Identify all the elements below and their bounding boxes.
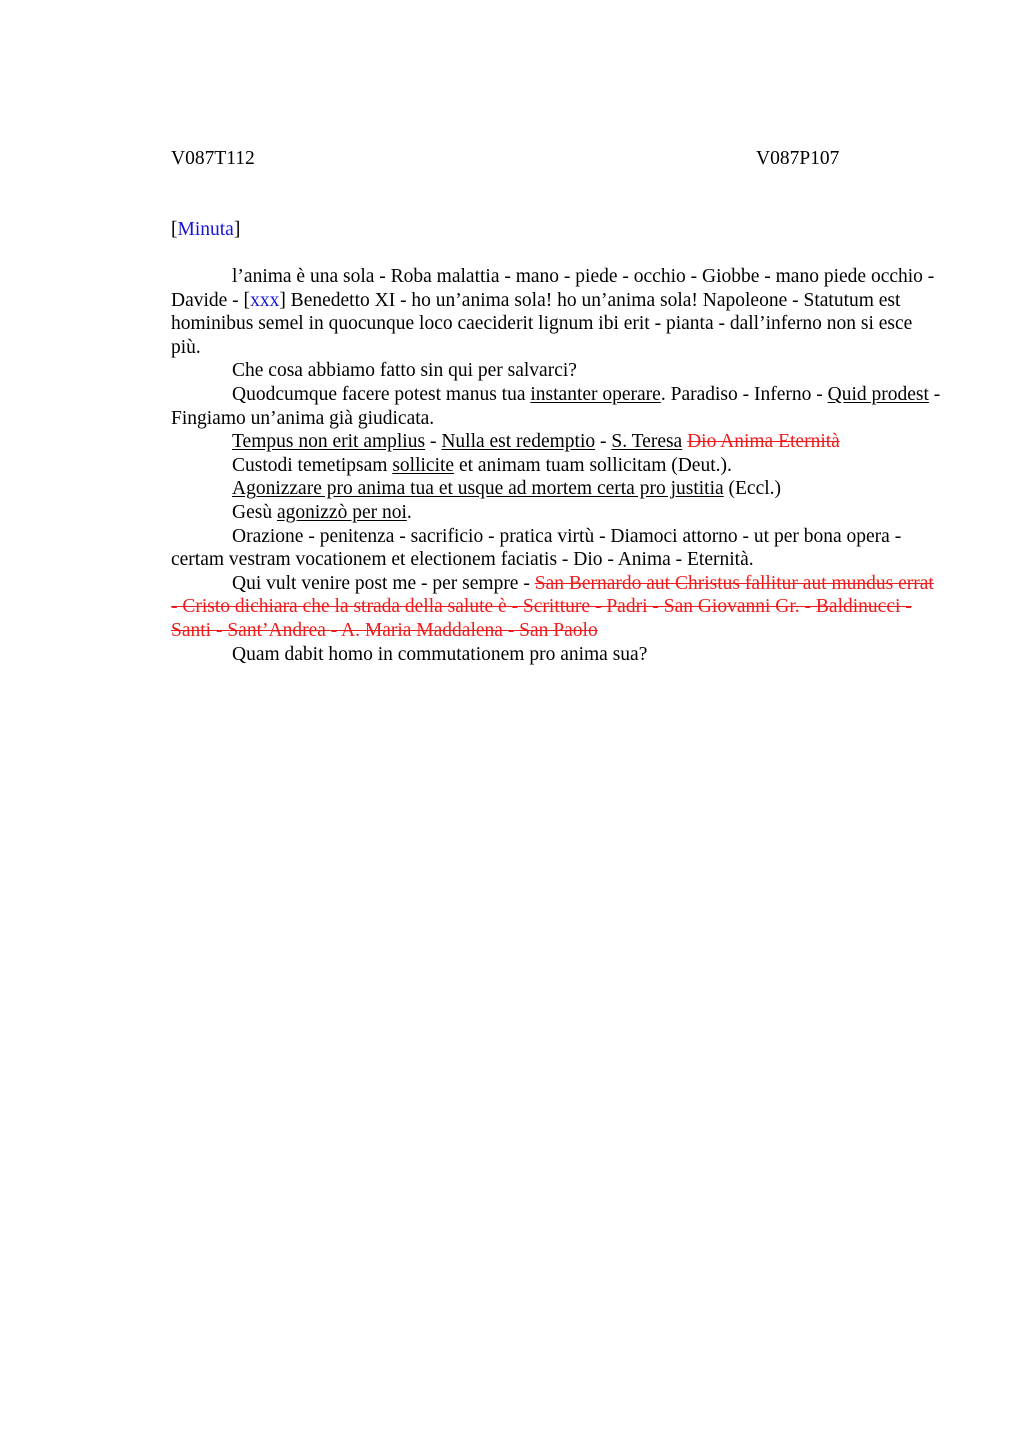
underlined-quid-prodest: Quid prodest [827,383,929,405]
underlined-agonizzo-per-noi: agonizzò per noi [276,501,407,523]
separator-2: - [595,431,612,453]
paragraph-6 [171,477,941,501]
paragraph-3-text-c: - Fingiamo un’anima già giudicata. [171,383,941,429]
tag-close-bracket: ] [233,219,241,240]
tag-open-bracket: [ [171,219,178,240]
paragraph-5-text-a: Custodi temetipsam [232,454,393,476]
paragraph-7-text-b: . [406,501,412,523]
paragraph-2: Che cosa abbiamo fatto sin qui per salvarci? [232,360,577,382]
paragraph-6-text-b: (Eccl.) [723,478,782,500]
underlined-nulla-est-redemptio: Nulla est redemptio [441,431,596,453]
paragraph-7-text-a: Gesù [232,501,277,523]
paragraph-9 [171,572,941,643]
paragraph-7 [171,501,941,525]
paragraph-4 [171,430,941,454]
paragraph-3 [171,383,941,430]
document-body [171,265,941,666]
paragraph-5 [171,454,941,478]
paragraph-1 [171,265,941,359]
underlined-agonizzare: Agonizzare pro anima tua et usque ad mortem certa pro justitia [232,478,724,500]
paragraph-8: Orazione - penitenza - sacrificio - pratica virtù - Diamoci attorno - ut per bona opera - certam vestram vocationem et electionem faciatis - Dio - Anima - Eternità. [171,525,902,571]
underlined-s-teresa: S. Teresa [611,431,683,453]
minuta-tag [171,218,240,242]
minuta-label: Minuta [177,219,234,240]
paragraph-3-text-b: . Paradiso - Inferno - [660,383,828,405]
deleted-san-bernardo-passage: San Bernardo aut Christus fallitur aut mundus errat - Cristo dichiara che la strada della salute è - Scritture - Padri - San Giovanni Gr. - Baldinucci - Santi - Sant’Andrea - A. Maria Maddalena - San Paolo [171,572,934,641]
paragraph-3-text-a: Quodcumque facere potest manus tua [232,383,531,405]
paragraph-1-text-a: l’anima è una sola - Roba malattia - mano - piede - occhio - Giobbe - mano piede occhio - Davide - [ [171,266,935,311]
separator-1: - [425,431,442,453]
paragraph-10: Quam dabit homo in commutationem pro anima sua? [232,643,648,665]
illegible-word: xxx [250,289,280,311]
deleted-dio-anima-eternita: Dio Anima Eternità [687,431,840,453]
underlined-sollicite: sollicite [392,454,455,476]
underlined-tempus: Tempus non erit amplius [232,431,426,453]
document-code-right: V087P107 [756,148,840,169]
paragraph-9-text-a: Qui vult venire post me - per sempre - [232,572,535,594]
document-code-left: V087T112 [171,148,255,169]
underlined-instanter-operare: instanter operare [530,383,661,405]
paragraph-1-text-c: ] Benedetto XI - ho un’anima sola! ho un’anima sola! Napoleone - Statutum est hominibus semel in quocunque loco caeciderit lignum ibi erit - pianta - dall’inferno non si esce più. [171,289,913,358]
paragraph-5-text-b: et animam tuam sollicitam (Deut.). [454,454,732,476]
